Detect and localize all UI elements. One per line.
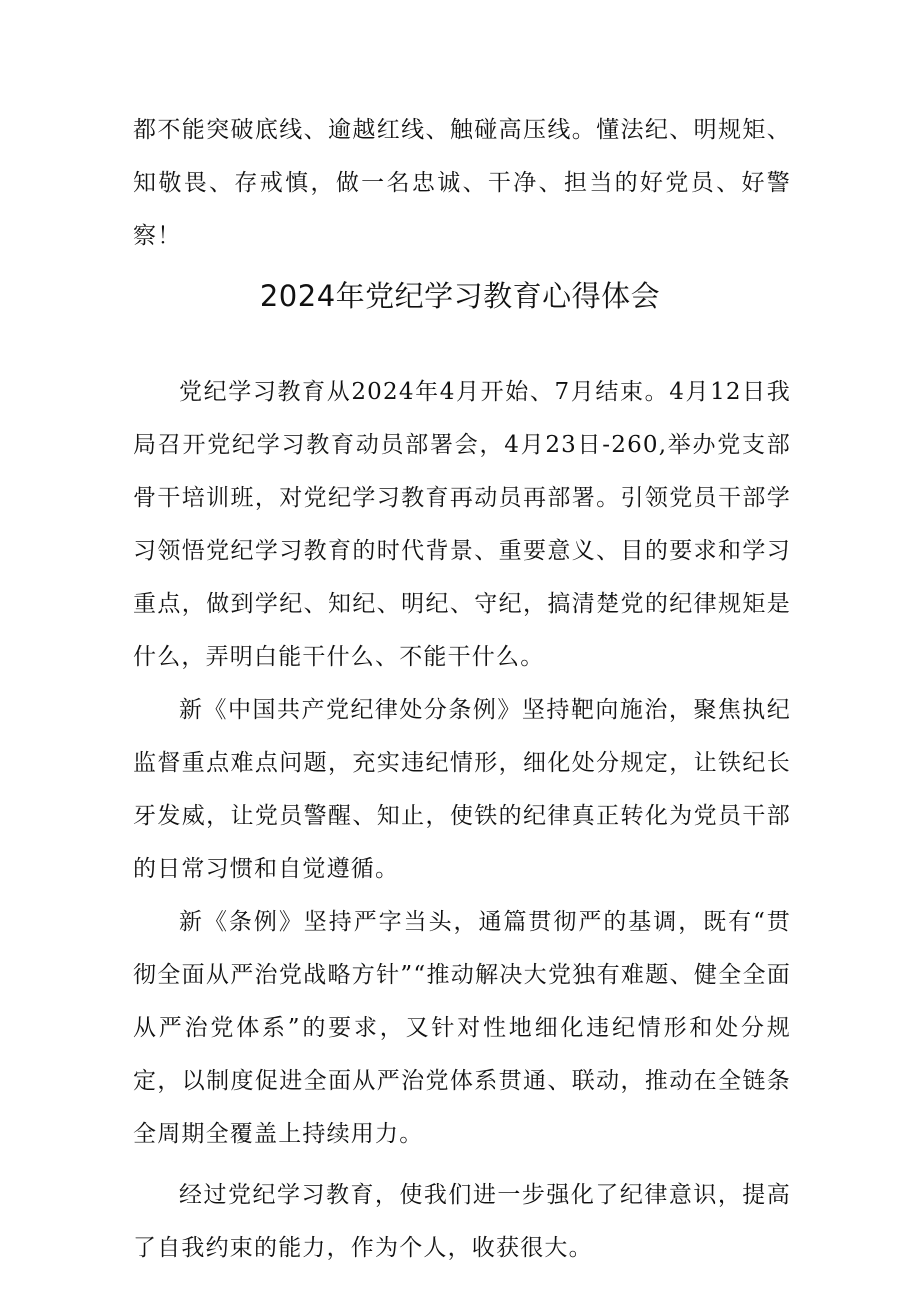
body-paragraph-1: 党纪学习教育从2024年4月开始、7月结束。4月12日我局召开党纪学习教育动员部署会，4月23日-260,举办党支部骨干培训班，对党纪学习教育再动员再部署。引领党员干部学习领悟党纪学习教育的时代背景、重要意义、目的要求和学习重点，做到学纪、知纪、明纪、守纪，搞清楚党的纪律规矩是什么，弄明白能干什么、不能干什么。 xyxy=(133,379,791,670)
page-title: 2024年党纪学习教育心得体会 xyxy=(259,279,661,313)
body-paragraph-2: 新《中国共产党纪律处分条例》坚持靶向施治，聚焦执纪监督重点难点问题，充实违纪情形，细化处分规定，让铁纪长牙发威，让党员警醒、知止，使铁的纪律真正转化为党员干部的日常习惯和自觉遵循。 xyxy=(133,697,791,882)
intro-paragraph: 都不能突破底线、逾越红线、触碰高压线。懂法纪、明规矩、知敬畏、存戒慎，做一名忠诚、干净、担当的好党员、好警察！ xyxy=(133,117,791,249)
body-paragraph-3: 新《条例》坚持严字当头，通篇贯彻严的基调，既有“贯彻全面从严治党战略方针”“推动解决大党独有难题、健全全面从严治党体系”的要求，又针对性地细化违纪情形和处分规定，以制度促进全面从严治党体系贯通、联动，推动在全链条全周期全覆盖上持续用力。 xyxy=(133,909,791,1147)
body-paragraph-4: 经过党纪学习教育，使我们进一步强化了纪律意识，提高了自我约束的能力，作为个人，收获很大。 xyxy=(133,1182,791,1261)
document-body xyxy=(133,366,791,1275)
